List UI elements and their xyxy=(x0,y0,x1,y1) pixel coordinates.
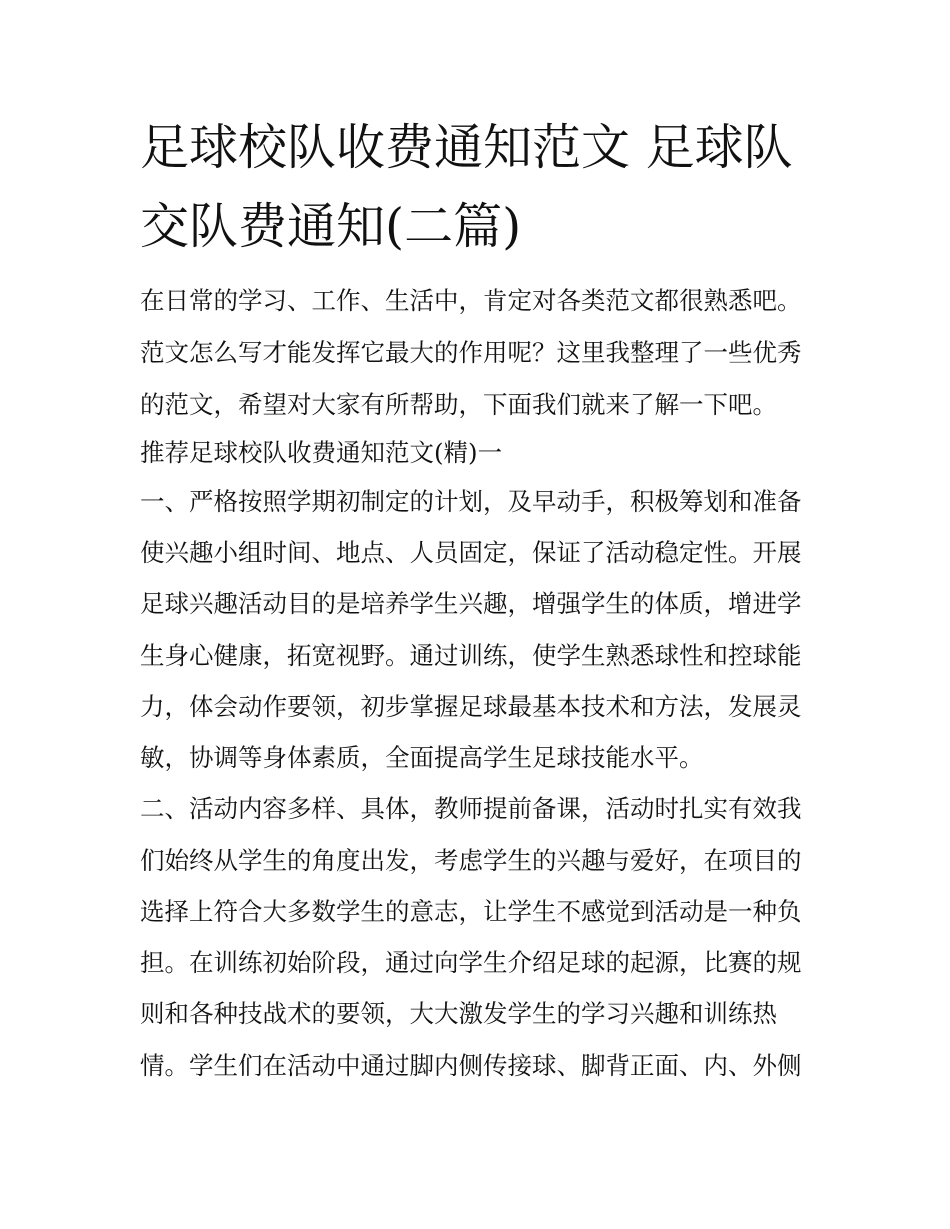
body-line-7: 足球兴趣活动目的是培养学生兴趣，增强学生的体质，增进学 xyxy=(140,589,802,618)
body-line-11: 二、活动内容多样、具体，教师提前备课，活动时扎实有效我 xyxy=(140,794,802,823)
body-line-8: 生身心健康，拓宽视野。通过训练，使学生熟悉球性和控球能 xyxy=(140,641,802,670)
document-title xyxy=(140,108,820,266)
body-line-9: 力，体会动作要领，初步掌握足球最基本技术和方法，发展灵 xyxy=(140,692,802,721)
body-line-10: 敏，协调等身体素质，全面提高学生足球技能水平。 xyxy=(140,743,704,772)
title-line-2: 交队费通知(二篇) xyxy=(140,198,522,255)
body-line-16: 情。学生们在活动中通过脚内侧传接球、脚背正面、内、外侧 xyxy=(140,1051,802,1080)
body-line-6: 使兴趣小组时间、地点、人员固定，保证了活动稳定性。开展 xyxy=(140,538,802,567)
title-line-1: 足球校队收费通知范文 足球队 xyxy=(140,119,793,176)
body-line-1: 在日常的学习、工作、生活中，肯定对各类范文都很熟悉吧。 xyxy=(140,286,802,315)
body-line-5: 一、严格按照学期初制定的计划，及早动手，积极筹划和准备 xyxy=(140,487,802,516)
body-line-14: 担。在训练初始阶段，通过向学生介绍足球的起源，比赛的规 xyxy=(140,948,802,977)
section-heading: 推荐足球校队收费通知范文(精)一 xyxy=(140,438,503,467)
body-line-12: 们始终从学生的角度出发，考虑学生的兴趣与爱好，在项目的 xyxy=(140,846,802,875)
body-line-3: 的范文，希望对大家有所帮助，下面我们就来了解一下吧。 xyxy=(140,390,777,419)
body-line-13: 选择上符合大多数学生的意志，让学生不感觉到活动是一种负 xyxy=(140,897,802,926)
body-line-2: 范文怎么写才能发挥它最大的作用呢？这里我整理了一些优秀 xyxy=(140,338,802,367)
body-line-15: 则和各种技战术的要领，大大激发学生的学习兴趣和训练热 xyxy=(140,999,777,1028)
